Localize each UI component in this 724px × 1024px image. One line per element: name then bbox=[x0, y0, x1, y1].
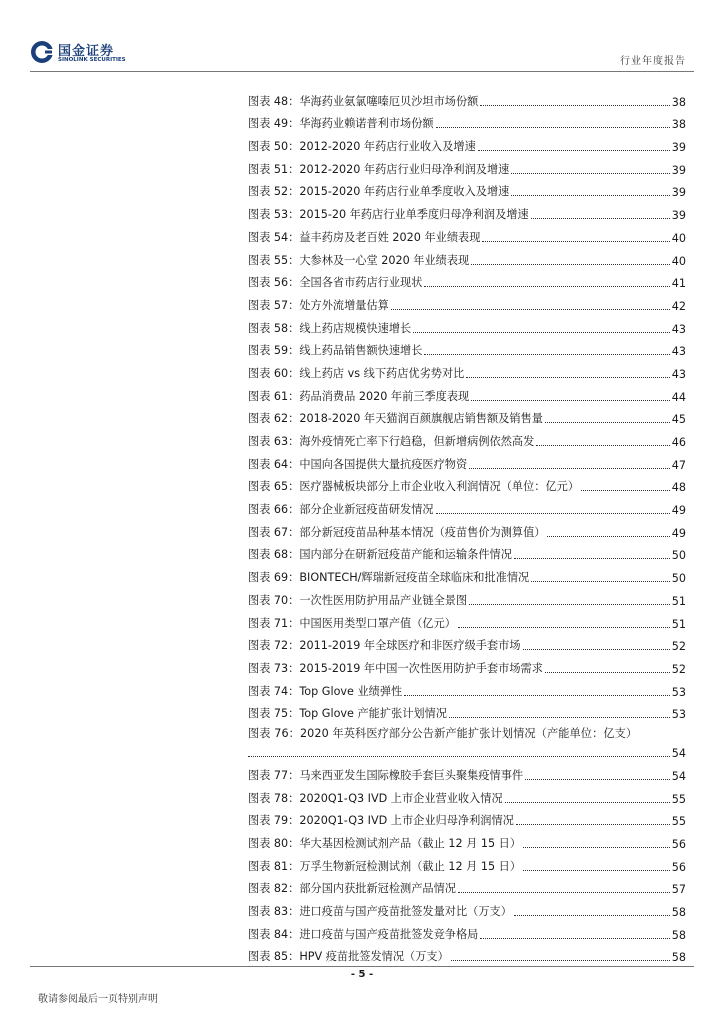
toc-entry-label: 图表 67：部分新冠疫苗品种基本情况（疫苗售价为测算值） bbox=[248, 525, 546, 539]
logo-mark-icon bbox=[30, 40, 54, 64]
toc-entry[interactable] bbox=[248, 199, 686, 222]
logo-english-name: SINOLINK SECURITIES bbox=[58, 57, 126, 63]
toc-dot-leader bbox=[424, 354, 669, 355]
toc-entry-page: 55 bbox=[671, 792, 686, 806]
toc-entry[interactable] bbox=[248, 851, 686, 874]
logo-chinese-name: 国金证券 bbox=[58, 44, 115, 59]
toc-entry[interactable] bbox=[248, 494, 686, 517]
page-header bbox=[0, 0, 724, 72]
toc-dot-leader bbox=[547, 536, 669, 537]
toc-dot-leader bbox=[451, 960, 670, 961]
toc-dot-leader bbox=[436, 127, 670, 128]
header-divider bbox=[30, 71, 694, 72]
toc-entry-page: 48 bbox=[671, 481, 686, 495]
toc-entry[interactable] bbox=[248, 562, 686, 585]
toc-entry[interactable] bbox=[248, 676, 686, 699]
toc-dot-leader bbox=[469, 604, 670, 605]
toc-dot-leader bbox=[531, 218, 670, 219]
toc-entry-page: 45 bbox=[671, 413, 686, 427]
toc-entry[interactable] bbox=[248, 426, 686, 449]
footer-divider bbox=[30, 966, 694, 967]
toc-entry[interactable] bbox=[248, 268, 686, 291]
toc-dot-leader bbox=[581, 490, 670, 491]
toc-dot-leader bbox=[523, 649, 670, 650]
toc-entry[interactable] bbox=[248, 631, 686, 654]
toc-entry-label: 图表 65：医疗器械板块部分上市企业收入利润情况（单位：亿元） bbox=[248, 480, 580, 494]
toc-entry[interactable] bbox=[248, 919, 686, 942]
toc-entry-page: 40 bbox=[671, 231, 686, 245]
toc-entry-label: 图表 69：BIONTECH/辉瑞新冠疫苗全球临床和批准情况 bbox=[248, 571, 530, 585]
toc-entry[interactable] bbox=[248, 540, 686, 563]
toc-entry[interactable] bbox=[248, 585, 686, 608]
toc-entry-label: 图表 57：处方外流增量估算 bbox=[248, 298, 389, 312]
toc-entry-page: 50 bbox=[671, 549, 686, 563]
toc-entry-page: 49 bbox=[671, 526, 686, 540]
company-logo bbox=[30, 40, 140, 66]
toc-dot-leader bbox=[404, 695, 670, 696]
toc-entry-page: 53 bbox=[671, 708, 686, 722]
toc-entry-page: 41 bbox=[671, 277, 686, 291]
toc-entry[interactable] bbox=[248, 896, 686, 919]
toc-entry-page: 47 bbox=[671, 458, 686, 472]
toc-entry-label: 图表 75：Top Glove 产能扩张计划情况 bbox=[248, 707, 447, 721]
toc-entry-page: 44 bbox=[671, 390, 686, 404]
toc-entry-page: 54 bbox=[671, 747, 686, 761]
toc-entry-page: 43 bbox=[671, 345, 686, 359]
toc-entry-page: 58 bbox=[671, 951, 686, 965]
toc-entry[interactable] bbox=[248, 828, 686, 851]
toc-entry-label: 图表 53：2015-20 年药店行业单季度归母净利润及增速 bbox=[248, 208, 529, 222]
toc-entry-label: 图表 51：2012-2020 年药店行业归母净利润及增速 bbox=[248, 162, 510, 176]
toc-entry-label: 图表 71：中国医用类型口罩产值（亿元） bbox=[248, 616, 456, 630]
toc-dot-leader bbox=[536, 445, 669, 446]
toc-entry-page: 55 bbox=[671, 815, 686, 829]
report-type: 行业年度报告 bbox=[620, 56, 686, 67]
toc-dot-leader bbox=[466, 377, 669, 378]
toc-entry[interactable] bbox=[248, 449, 686, 472]
toc-entry-page: 56 bbox=[671, 860, 686, 874]
toc-entry[interactable] bbox=[248, 404, 686, 427]
toc-entry[interactable] bbox=[248, 245, 686, 268]
toc-dot-leader bbox=[545, 422, 670, 423]
toc-entry-page: 51 bbox=[671, 617, 686, 631]
toc-entry-page: 42 bbox=[671, 299, 686, 313]
toc-entry-page: 57 bbox=[671, 883, 686, 897]
toc-dot-leader bbox=[545, 672, 670, 673]
toc-entry-page: 54 bbox=[671, 769, 686, 783]
disclaimer-text: 敬请参阅最后一页特别声明 bbox=[38, 994, 158, 1005]
toc-entry-label: 图表 83：进口疫苗与国产疫苗批签发量对比（万支） bbox=[248, 905, 512, 919]
toc-entry-label: 图表 62：2018-2020 年天猫润百颜旗舰店销售额及销售量 bbox=[248, 412, 543, 426]
toc-entry[interactable] bbox=[248, 760, 686, 783]
toc-dot-leader bbox=[458, 627, 670, 628]
toc-entry[interactable] bbox=[248, 699, 686, 722]
toc-entry-label: 图表 48：华海药业氨氯噻嗪厄贝沙坦市场份额 bbox=[248, 94, 479, 108]
toc-entry-label: 图表 55：大参林及一心堂 2020 年业绩表现 bbox=[248, 253, 470, 267]
toc-dot-leader bbox=[471, 264, 670, 265]
toc-entry-label: 图表 77：马来西亚发生国际橡胶手套巨头聚集疫情事件 bbox=[248, 768, 524, 782]
toc-dot-leader bbox=[449, 717, 670, 718]
toc-dot-leader bbox=[482, 241, 669, 242]
toc-entry-page: 43 bbox=[671, 322, 686, 336]
toc-entry[interactable] bbox=[248, 109, 686, 132]
toc-entry[interactable] bbox=[248, 942, 686, 965]
toc-dot-leader bbox=[514, 558, 670, 559]
toc-entry-page: 39 bbox=[671, 186, 686, 200]
toc-dot-leader bbox=[413, 332, 670, 333]
toc-entry[interactable] bbox=[248, 86, 686, 109]
toc-entry-label: 图表 59：线上药品销售额快速增长 bbox=[248, 344, 423, 358]
toc-dot-leader bbox=[424, 286, 669, 287]
table-of-figures bbox=[248, 86, 686, 964]
toc-entry-page: 51 bbox=[671, 594, 686, 608]
toc-entry-page: 39 bbox=[671, 209, 686, 223]
toc-entry[interactable] bbox=[248, 517, 686, 540]
toc-entry[interactable] bbox=[248, 131, 686, 154]
toc-entry[interactable] bbox=[248, 472, 686, 495]
toc-dot-leader bbox=[531, 581, 670, 582]
toc-dot-leader bbox=[505, 802, 670, 803]
toc-dot-leader bbox=[516, 824, 670, 825]
toc-entry-label: 图表 61：药品消费品 2020 年前三季度表现 bbox=[248, 389, 470, 403]
toc-entry-label: 图表 50：2012-2020 年药店行业收入及增速 bbox=[248, 140, 476, 154]
toc-entry-label: 图表 72：2011-2019 年全球医疗和非医疗级手套市场 bbox=[248, 639, 521, 653]
toc-entry-label: 图表 70：一次性医用防护用品产业链全景图 bbox=[248, 593, 468, 607]
toc-entry[interactable] bbox=[248, 653, 686, 676]
toc-dot-leader bbox=[469, 468, 670, 469]
toc-entry-label: 图表 52：2015-2020 年药店行业单季度收入及增速 bbox=[248, 185, 510, 199]
toc-entry-label: 图表 84：进口疫苗与国产疫苗批签发竞争格局 bbox=[248, 927, 479, 941]
toc-entry-label: 图表 73：2015-2019 年中国一次性医用防护手套市场需求 bbox=[248, 661, 543, 675]
toc-entry-page: 38 bbox=[671, 118, 686, 132]
toc-entry[interactable] bbox=[248, 177, 686, 200]
toc-entry-label: 图表 76：2020 年英科医疗部分公告新产能扩张计划情况（产能单位：亿支） bbox=[248, 727, 638, 741]
toc-entry-label: 图表 54：益丰药房及老百姓 2020 年业绩表现 bbox=[248, 230, 481, 244]
toc-entry[interactable] bbox=[248, 874, 686, 897]
toc-dot-leader bbox=[523, 870, 670, 871]
toc-entry-label: 图表 63：海外疫情死亡率下行趋稳，但新增病例依然高发 bbox=[248, 435, 535, 448]
toc-entry-label: 图表 78：2020Q1-Q3 IVD 上市企业营业收入情况 bbox=[248, 791, 503, 805]
toc-entry[interactable] bbox=[248, 154, 686, 177]
toc-entry-page: 39 bbox=[671, 141, 686, 155]
toc-dot-leader bbox=[523, 847, 670, 848]
toc-dot-leader bbox=[458, 892, 670, 893]
toc-entry[interactable] bbox=[248, 358, 686, 381]
toc-entry-page: 53 bbox=[671, 685, 686, 699]
toc-entry-page: 46 bbox=[671, 436, 686, 449]
toc-entry-label: 图表 82：部分国内获批新冠检测产品情况 bbox=[248, 882, 456, 896]
toc-entry-page: 56 bbox=[671, 838, 686, 851]
toc-dot-leader bbox=[471, 400, 670, 401]
toc-entry-label: 图表 64：中国向各国提供大量抗疫医疗物资 bbox=[248, 457, 468, 471]
toc-entry[interactable] bbox=[248, 608, 686, 631]
toc-dot-leader bbox=[514, 915, 670, 916]
toc-dot-leader bbox=[480, 105, 669, 106]
toc-dot-leader bbox=[480, 938, 669, 939]
toc-entry-label: 图表 74：Top Glove 业绩弹性 bbox=[248, 684, 403, 698]
toc-entry[interactable] bbox=[248, 381, 686, 404]
toc-entry[interactable] bbox=[248, 336, 686, 359]
toc-entry-label: 图表 60：线上药店 vs 线下药店优劣势对比 bbox=[248, 366, 465, 380]
toc-entry[interactable] bbox=[248, 222, 686, 245]
toc-entry-leader-line bbox=[248, 741, 686, 760]
toc-dot-leader bbox=[391, 309, 670, 310]
toc-entry-label: 图表 58：线上药店规模快速增长 bbox=[248, 321, 412, 335]
toc-entry-label: 图表 56：全国各省市药店行业现状 bbox=[248, 276, 423, 290]
toc-entry-label: 图表 49：华海药业赖诺普利市场份额 bbox=[248, 117, 434, 131]
toc-entry-page: 52 bbox=[671, 640, 686, 654]
toc-entry[interactable] bbox=[248, 721, 686, 760]
toc-dot-leader bbox=[436, 513, 670, 514]
toc-dot-leader bbox=[525, 779, 670, 780]
toc-entry-label: 图表 68：国内部分在研新冠疫苗产能和运输条件情况 bbox=[248, 548, 512, 562]
toc-dot-leader bbox=[511, 195, 669, 196]
toc-entry-label: 图表 85：HPV 疫苗批签发情况（万支） bbox=[248, 950, 449, 964]
toc-entry-label: 图表 66：部分企业新冠疫苗研发情况 bbox=[248, 503, 434, 517]
toc-dot-leader bbox=[511, 173, 669, 174]
toc-dot-leader bbox=[248, 756, 670, 757]
toc-entry[interactable] bbox=[248, 783, 686, 806]
toc-entry-label: 图表 80：华大基因检测试剂产品（截止 12 月 15 日） bbox=[248, 837, 522, 850]
toc-entry-page: 58 bbox=[671, 928, 686, 942]
toc-entry-page: 39 bbox=[671, 163, 686, 177]
toc-dot-leader bbox=[478, 150, 670, 151]
toc-entry-page: 52 bbox=[671, 662, 686, 676]
toc-entry-page: 40 bbox=[671, 254, 686, 268]
toc-entry-page: 49 bbox=[671, 504, 686, 518]
page-number: - 5 - bbox=[350, 969, 374, 980]
toc-entry[interactable] bbox=[248, 313, 686, 336]
toc-entry-label: 图表 81：万孚生物新冠检测试剂（截止 12 月 15 日） bbox=[248, 859, 522, 873]
toc-entry-page: 58 bbox=[671, 906, 686, 920]
toc-entry-label: 图表 79：2020Q1-Q3 IVD 上市企业归母净利润情况 bbox=[248, 814, 514, 828]
toc-entry[interactable] bbox=[248, 290, 686, 313]
toc-entry-page: 38 bbox=[671, 95, 686, 109]
toc-entry[interactable] bbox=[248, 806, 686, 829]
toc-entry-page: 50 bbox=[671, 572, 686, 586]
toc-entry-page: 43 bbox=[671, 367, 686, 381]
